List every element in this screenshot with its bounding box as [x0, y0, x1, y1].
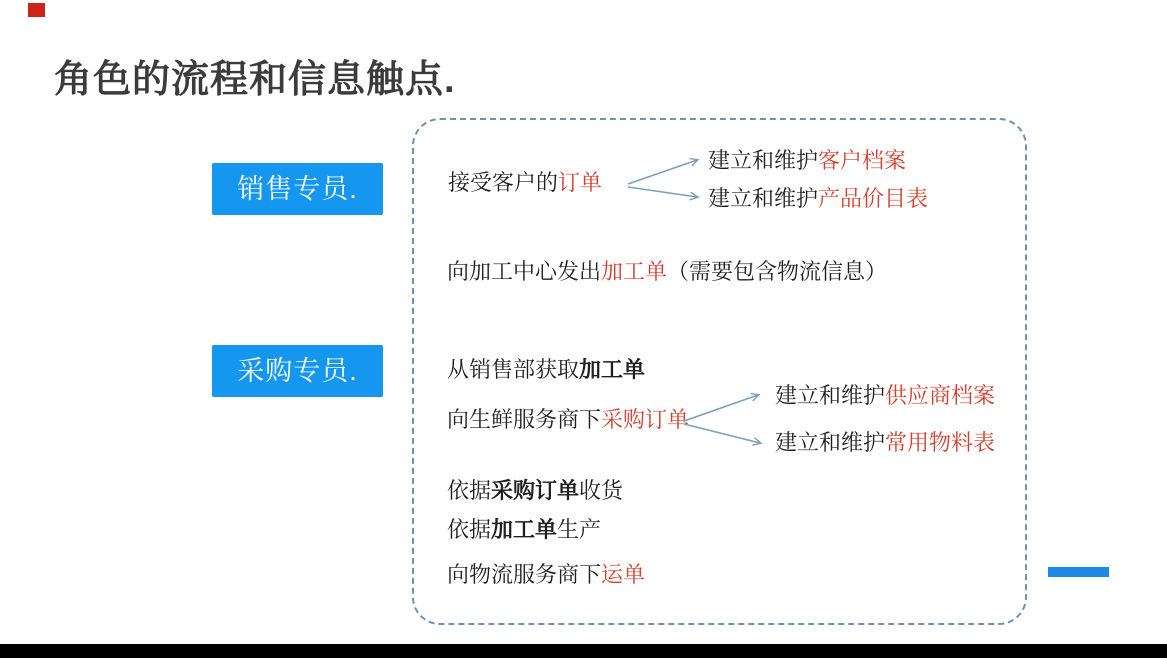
footer-bar [0, 644, 1167, 658]
flow-highlight: 运单 [601, 562, 646, 587]
flow-text: 建立和维护 [775, 430, 886, 455]
flow-bold: 加工单 [579, 357, 646, 382]
flow-text: 建立和维护 [775, 383, 886, 408]
flow-text: 依据 [447, 478, 492, 503]
purchase-line-receive [447, 477, 623, 504]
purchase-line-purchase-order [447, 406, 689, 433]
flow-text: 从销售部获取 [447, 357, 580, 382]
sales-line-processing-order [447, 258, 887, 285]
sales-branch-customer-file [708, 147, 906, 174]
flow-highlight: 产品价目表 [818, 186, 929, 211]
page-title: 角色的流程和信息触点. [54, 59, 456, 101]
blue-accent-bar [1048, 567, 1109, 577]
flow-highlight: 采购订单 [601, 407, 690, 432]
flow-text: 建立和维护 [708, 148, 819, 173]
flow-text: 向物流服务商下 [447, 562, 602, 587]
sales-branch-price-list [708, 185, 928, 212]
purchase-line-get-order [447, 356, 645, 383]
flow-text: 接受客户的 [448, 170, 559, 195]
flow-text: 依据 [447, 517, 492, 542]
role-badge-purchase: 采购专员. [212, 345, 383, 397]
purchase-branch-material-list [775, 429, 995, 456]
flow-text: （需要包含物流信息） [667, 259, 888, 284]
purchase-branch-supplier-file [775, 382, 995, 409]
red-accent-square [28, 3, 45, 17]
flow-text: 向加工中心发出 [447, 259, 602, 284]
flow-bold: 采购订单 [491, 478, 580, 503]
flow-bold: 加工单 [491, 517, 558, 542]
role-badge-sales: 销售专员. [212, 163, 383, 215]
sales-line-order [448, 169, 602, 196]
flow-highlight: 供应商档案 [885, 383, 996, 408]
flow-highlight: 常用物料表 [885, 430, 996, 455]
flow-text: 建立和维护 [708, 186, 819, 211]
flow-highlight: 客户档案 [818, 148, 907, 173]
flow-text: 收货 [579, 478, 624, 503]
purchase-line-produce [447, 516, 601, 543]
flow-highlight: 订单 [558, 170, 603, 195]
flow-text: 向生鲜服务商下 [447, 407, 602, 432]
flow-highlight: 加工单 [601, 259, 668, 284]
purchase-line-waybill [447, 561, 645, 588]
flow-text: 生产 [557, 517, 602, 542]
